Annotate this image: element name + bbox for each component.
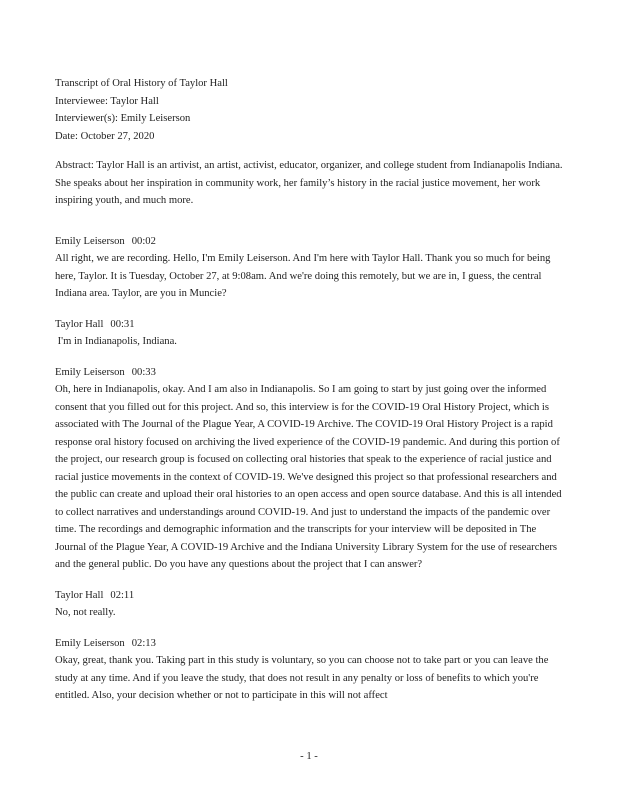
speaker-line xyxy=(55,233,570,251)
transcript-entry xyxy=(55,364,570,574)
speech-text: Oh, here in Indianapolis, okay. And I am also in Indianapolis. So I am going to start by just going over the informed consent that you filled out for this project. And so, this interview is for the COVID-19 Oral History Project, which is associated with The Journal of the Plague Year, A COVID-19 Archive. The COVID-19 Oral History Project is a rapid response oral history focused on archiving the lived experience of the COVID-19 pandemic. And during this portion of the project, our research group is focused on collecting oral histories that speak to the experience of racial justice and racial justice movements in the context of COVID-19. We've designed this project so that professional researchers and the public can create and upload their oral histories to an open access and open source database. And this is all intended to collect narratives and understandings around COVID-19. And just to understand the impacts of the pandemic over time. The recordings and demographic information and the transcripts for your interview will be deposited in The Journal of the Plague Year, A COVID-19 Archive and the Indiana University Library System for the use of researchers and the general public. Do you have any questions about the project that I can answer? xyxy=(55,384,565,570)
speaker-name: Emily Leiserson xyxy=(55,235,125,247)
timestamp: 02:13 xyxy=(131,637,156,649)
page-number: - 1 - xyxy=(300,751,318,762)
speaker-name: Emily Leiserson xyxy=(55,366,125,378)
timestamp: 02:11 xyxy=(110,589,135,601)
timestamp: 00:02 xyxy=(131,235,156,247)
speech-text: All right, we are recording. Hello, I'm Emily Leiserson. And I'm here with Taylor Hall. Thank you so much for being here, Taylor. It is Tuesday, October 27, at 9:08am. And we're doing this remotely, but we are in, I guess, the central Indiana area. Taylor, are you in Muncie? xyxy=(55,253,554,299)
speaker-line xyxy=(55,587,570,605)
transcript-entry xyxy=(55,587,570,622)
speaker-name: Taylor Hall xyxy=(55,318,104,330)
interviewer-line: Interviewer(s): Emily Leiserson xyxy=(55,113,191,124)
transcript-entry xyxy=(55,233,570,303)
speaker-line xyxy=(55,635,570,653)
transcript-entry xyxy=(55,316,570,351)
interviewee-line: Interviewee: Taylor Hall xyxy=(55,95,159,107)
abstract-paragraph: Abstract: Taylor Hall is an artivist, an artist, activist, educator, organizer, and college student from Indianapolis Indiana. She speaks about her inspiration in community work, her family’s history in the racial justice movement, her work inspiring youth, and much more. xyxy=(55,160,566,206)
speaker-name: Emily Leiserson xyxy=(55,637,125,649)
speech-text: I'm in Indianapolis, Indiana. xyxy=(55,336,177,347)
speaker-line xyxy=(55,364,570,382)
transcript-body xyxy=(55,233,570,705)
timestamp: 00:33 xyxy=(131,366,156,378)
document-header xyxy=(55,75,570,145)
date-line: Date: October 27, 2020 xyxy=(55,130,155,142)
timestamp: 00:31 xyxy=(110,318,135,330)
speaker-line xyxy=(55,316,570,334)
transcript-entry xyxy=(55,635,570,705)
speaker-name: Taylor Hall xyxy=(55,589,104,601)
speech-text: No, not really. xyxy=(55,607,116,618)
document-title: Transcript of Oral History of Taylor Hall xyxy=(55,78,228,89)
speech-text: Okay, great, thank you. Taking part in this study is voluntary, so you can choose not to take part or you can leave the study at any time. And if you leave the study, that does not result in any penalty or loss of benefits to which you're entitled. Also, your decision whether or not to participate in this will not affect xyxy=(55,655,552,701)
